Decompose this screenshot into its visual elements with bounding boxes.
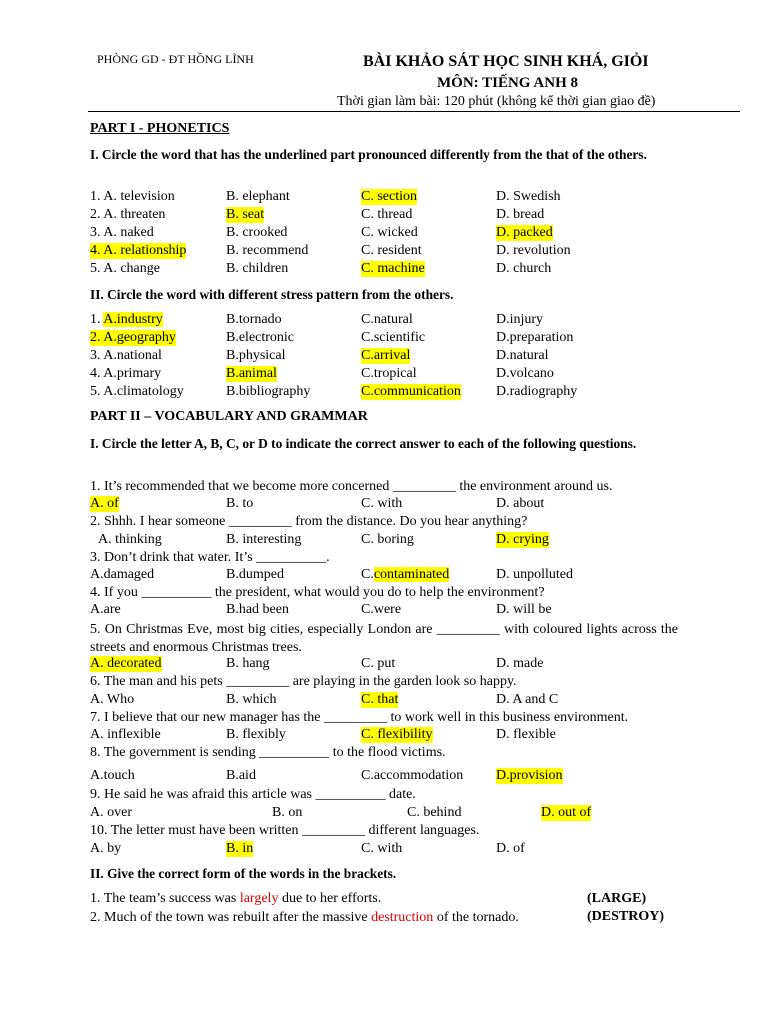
question-10-stem: 10. The letter must have been written _________ different languages. [90,823,480,838]
option-b: B. hang [226,656,270,671]
option-d: D. revolution [496,243,571,258]
part1-heading: PART I - PHONETICS [90,121,230,136]
option-c: C.natural [361,312,413,327]
option-c-answer: C. that [361,692,399,707]
option-b-answer: B.animal [226,366,277,381]
option-b: B.bibliography [226,384,311,399]
option-b: B. on [272,805,303,820]
answer-word: largely [239,891,279,906]
option-d: D. flexible [496,727,556,742]
stress-row-5 [0,384,768,402]
option-a: A.are [90,602,121,617]
option-a-answer: A. decorated [90,656,162,671]
option-a: 5. A.climatology [90,384,184,399]
option-b: B.physical [226,348,286,363]
option-b-answer: B. in [226,841,254,856]
question-7-stem: 7. I believe that our new manager has the _________ to work well in this business environment. [90,710,629,725]
sentence-end: of the tornado. [433,910,519,925]
stress-row-1 [0,312,768,330]
stress-row-2 [0,330,768,348]
option-a-answer: 4. A. relationship [90,243,187,258]
department-name: PHÒNG GD - ĐT HỒNG LĨNH [97,52,254,66]
option-b: B. elephant [226,189,290,204]
option-a: A.damaged [90,567,155,582]
option-d: D. bread [496,207,545,222]
question-9-options [0,805,768,823]
question-3-stem: 3. Don’t drink that water. It’s __________. [90,550,330,565]
option-b: B.tornado [226,312,282,327]
option-d-answer: D. out of [541,805,592,820]
sentence-start: 2. Much of the town was rebuilt after the massive [90,910,372,925]
option-c: C.tropical [361,366,417,381]
phonetics-row-3 [0,225,768,243]
option-c-answer: C.arrival [361,348,411,363]
option-b: B.electronic [226,330,295,345]
option-b: B. crooked [226,225,288,240]
question-2-stem: 2. Shhh. I hear someone _________ from the distance. Do you hear anything? [90,514,528,529]
option-a: A. over [90,805,132,820]
exam-time: Thời gian làm bài: 120 phút (không kể thời gian giao đề) [337,94,656,109]
answer-highlight: A.industry [103,312,163,327]
question-1-options [0,496,768,514]
option-c-prefix: C. [361,567,374,582]
question-5-stem: 5. On Christmas Eve, most big cities, especially London are _________ with coloured lights across the streets and enormous Christmas trees. [90,622,678,655]
option-a: 4. A.primary [90,366,162,381]
question-10-options [0,841,768,859]
option-b: B.dumped [226,567,284,582]
part1-sec2-instruction: II. Circle the word with different stress pattern from the others. [90,287,454,302]
option-a: A.touch [90,768,135,783]
option-a-answer: 1. A.industry [90,312,163,327]
option-c: C. behind [407,805,462,820]
option-b-answer: B. seat [226,207,265,222]
option-c-answer: C. section [361,189,417,204]
option-a: 3. A. naked [90,225,154,240]
question-7-options [0,727,768,745]
option-d: D.preparation [496,330,574,345]
option-a: A. inflexible [90,727,161,742]
option-d: D.volcano [496,366,554,381]
option-d: D. Swedish [496,189,561,204]
option-c: C.accommodation [361,768,464,783]
option-d: D.radiography [496,384,578,399]
part2-sec1-instruction: I. Circle the letter A, B, C, or D to indicate the correct answer to each of the following questions. [90,436,637,451]
option-d: D. about [496,496,545,511]
option-b: B.aid [226,768,256,783]
option-b: B. interesting [226,532,302,547]
option-b: B. to [226,496,254,511]
exam-subject: MÔN: TIẾNG ANH 8 [437,75,578,91]
option-c-answer [361,567,449,583]
part1-sec1-instruction: I. Circle the word that has the underlined part pronounced differently from the that of the others. [90,147,647,162]
option-d: D. unpolluted [496,567,573,582]
option-b: B. which [226,692,277,707]
answer-highlight: contaminated [373,567,450,582]
option-d: D. A and C [496,692,559,707]
part2-sec2-instruction: II. Give the correct form of the words in the brackets. [90,866,397,881]
option-b: B. recommend [226,243,309,258]
option-d: D. will be [496,602,552,617]
option-a: 5. A. change [90,261,160,276]
phonetics-row-4 [0,243,768,261]
header-divider [88,111,740,112]
question-6-options [0,692,768,710]
phonetics-row-2 [0,207,768,225]
phonetics-row-1 [0,189,768,207]
option-d: D. of [496,841,525,856]
option-c: C. wicked [361,225,418,240]
option-c-answer: C. flexibility [361,727,433,742]
option-c-answer: C. machine [361,261,425,276]
option-a: 2. A. threaten [90,207,166,222]
option-c: C. with [361,841,403,856]
option-a: 1. A. television [90,189,175,204]
word-form-question-1 [90,891,381,907]
sentence-end: due to her efforts. [278,891,382,906]
word-form-question-2 [90,910,519,926]
question-1-stem: 1. It’s recommended that we become more concerned _________ the environment around us. [90,479,613,494]
option-d-answer: D. crying [496,532,549,547]
option-a-answer: A. of [90,496,119,511]
option-a: A. thinking [98,532,162,547]
stress-row-4 [0,366,768,384]
option-a: A. by [90,841,122,856]
option-a: A. Who [90,692,135,707]
sentence-start: 1. The team’s success was [90,891,240,906]
option-d-answer: D.provision [496,768,563,783]
question-8-options [0,768,768,786]
option-b: B.had been [226,602,289,617]
question-6-stem: 6. The man and his pets _________ are playing in the garden look so happy. [90,674,517,689]
option-d: D.injury [496,312,544,327]
base-word-1: (LARGE) [587,891,647,906]
question-8-stem: 8. The government is sending __________ to the flood victims. [90,745,446,760]
option-d-answer: D. packed [496,225,553,240]
option-c-answer: C.communication [361,384,461,399]
option-c: C.were [361,602,402,617]
part2-heading: PART II – VOCABULARY AND GRAMMAR [90,409,368,424]
option-c: C. boring [361,532,414,547]
exam-title: BÀI KHẢO SÁT HỌC SINH KHÁ, GIỎI [363,53,649,70]
option-c: C. thread [361,207,413,222]
option-a: 3. A.national [90,348,162,363]
question-4-stem: 4. If you __________ the president, what would you do to help the environment? [90,585,545,600]
option-b: B. flexibly [226,727,286,742]
option-d: D. church [496,261,552,276]
question-9-stem: 9. He said he was afraid this article was __________ date. [90,787,416,802]
option-c: C. put [361,656,396,671]
option-d: D. made [496,656,544,671]
option-b: B. children [226,261,289,276]
answer-word: destruction [371,910,434,925]
question-2-options [0,532,768,550]
question-4-options [0,602,768,620]
base-word-2: (DESTROY) [587,909,665,924]
option-c: C.scientific [361,330,426,345]
question-5-options [0,656,768,674]
stress-row-3 [0,348,768,366]
option-c: C. with [361,496,403,511]
option-d: D.natural [496,348,549,363]
option-a-answer: 2. A.geography [90,330,176,345]
phonetics-row-5 [0,261,768,279]
option-c: C. resident [361,243,422,258]
question-3-options [0,567,768,585]
